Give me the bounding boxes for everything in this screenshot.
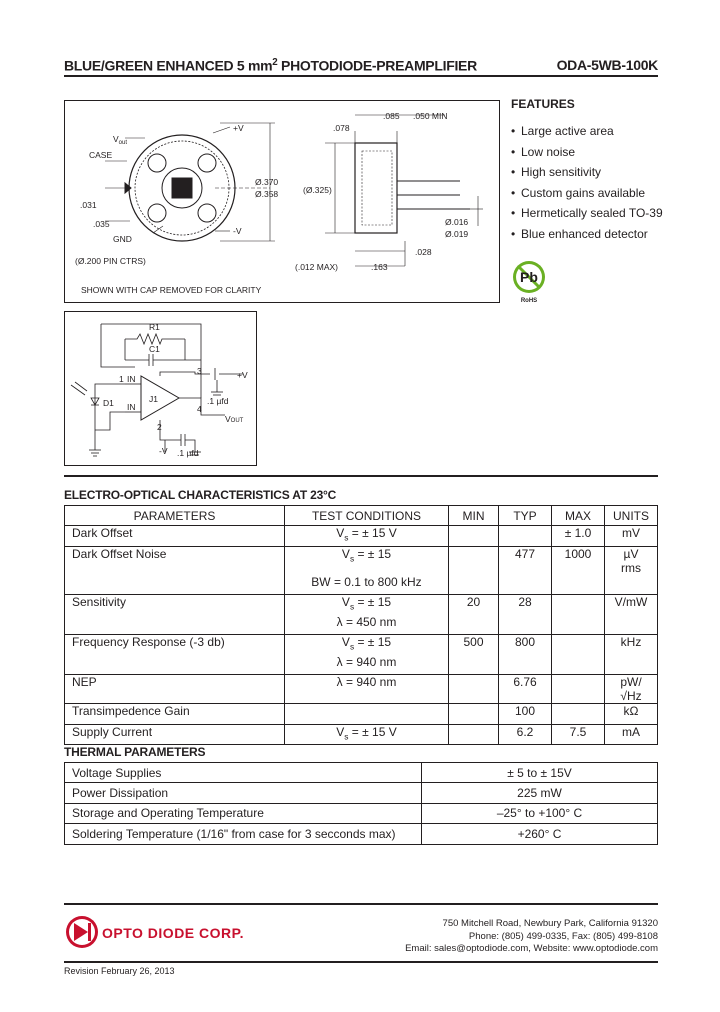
dim-016: Ø.016: [445, 217, 469, 227]
schem-r1: R1: [149, 322, 160, 332]
schem-in-bot: IN: [127, 402, 136, 412]
dim-050-min: .050 MIN: [413, 111, 448, 121]
cell-cond: $V_s$ = ± 15: [285, 546, 449, 575]
col-header: PARAMETERS: [65, 506, 285, 526]
schem-vout: VOUT: [225, 414, 244, 424]
cell-param: Transimpedence Gain: [65, 704, 285, 725]
footer-rule-top: [64, 903, 658, 905]
table-row: [65, 575, 658, 595]
cell-typ: 477: [499, 546, 552, 575]
cell-typ: 6.2: [499, 724, 552, 745]
cell-param: NEP: [65, 675, 285, 704]
col-header: UNITS: [605, 506, 658, 526]
cell-typ: [499, 526, 552, 547]
cell-cond: $V_s$ = ± 15 V: [285, 724, 449, 745]
cell-units: mA: [605, 724, 658, 745]
cell-value: –25° to +100° C: [422, 803, 658, 823]
label-gnd: GND: [113, 234, 132, 244]
datasheet-title: BLUE/GREEN ENHANCED 5 $mm^2$ PHOTODIODE-PREAMPLIFIER: [64, 57, 477, 74]
schem-c1: C1: [149, 344, 160, 354]
dim-078: .078: [333, 123, 350, 133]
cell-param: Storage and Operating Temperature: [65, 803, 422, 823]
feature-item: • Low noise: [511, 142, 663, 163]
cell-cond: λ = 940 nm: [285, 675, 449, 704]
label-case: CASE: [89, 150, 113, 160]
feature-item: • Hermetically sealed TO-39: [511, 203, 663, 224]
cell-cond: [285, 704, 449, 725]
label-pin-ctrs: (Ø.200 PIN CTRS): [75, 256, 146, 266]
table-row: [65, 615, 658, 635]
table-row: [65, 763, 658, 783]
dim-019: Ø.019: [445, 229, 469, 239]
schem-d1: D1: [103, 398, 114, 408]
cell-param: Power Dissipation: [65, 783, 422, 803]
dim-028: .028: [415, 247, 432, 257]
table-row: [65, 526, 658, 547]
cell-param: Dark Offset Noise: [65, 546, 285, 575]
cell-min: [449, 724, 499, 745]
cell-cond2: BW = 0.1 to 800 kHz: [285, 575, 449, 595]
company-name: OPTO DIODE CORP.: [102, 925, 245, 941]
col-header: TYP: [499, 506, 552, 526]
cell-cond2: λ = 450 nm: [285, 615, 449, 635]
schematic-box: [64, 311, 257, 466]
table-row: [65, 724, 658, 745]
label-plus-v: +V: [233, 123, 244, 133]
cell-param: Dark Offset: [65, 526, 285, 547]
table-row: [65, 546, 658, 575]
cell-typ: 6.76: [499, 675, 552, 704]
schem-pin1: 1: [119, 374, 124, 384]
cell-units: kΩ: [605, 704, 658, 725]
schem-pin3: 3: [197, 366, 202, 376]
cell-units: pW/√Hz: [605, 675, 658, 704]
feature-item: • Custom gains available: [511, 183, 663, 204]
cell-min: 20: [449, 595, 499, 615]
cell-min: 500: [449, 635, 499, 655]
cell-min: [449, 546, 499, 575]
phone-line: Phone: (805) 499-0335, Fax: (805) 499-8108: [468, 930, 658, 942]
contact-line: Email: sales@optodiode.com, Website: www.optodiode.com: [405, 943, 658, 954]
schem-pin2: 2: [157, 422, 162, 432]
electro-optical-table: [64, 505, 658, 745]
rohs-label: RoHS: [520, 298, 538, 304]
table-row: [65, 635, 658, 655]
feature-item: • Large active area: [511, 121, 663, 142]
table-row: [65, 704, 658, 725]
rohs-logo: [509, 258, 549, 306]
cell-param: Frequency Response (-3 db): [65, 635, 285, 655]
schem-j1: J1: [149, 394, 158, 404]
cell-units: V/mW: [605, 595, 658, 615]
table-row: [65, 803, 658, 823]
cell-units: mV: [622, 526, 640, 540]
cell-param: Voltage Supplies: [65, 763, 422, 783]
cell-cond: $V_s$ = ± 15 V: [285, 526, 449, 547]
label-vout: $V_{out}$: [113, 134, 128, 146]
cell-param: Sensitivity: [65, 595, 285, 615]
dim-085: .085: [383, 111, 400, 121]
part-number: ODA-5WB-100K: [556, 57, 658, 73]
schem-plus-v: +V: [237, 370, 248, 380]
table-row: [65, 824, 658, 844]
dim-370: Ø.370: [255, 177, 279, 187]
address-line: 750 Mitchell Road, Newbury Park, California 91320: [442, 918, 658, 929]
features-list: [511, 121, 663, 244]
opto-diode-logo-icon: [64, 914, 100, 950]
schematic-diagram: [65, 312, 256, 465]
col-header: MIN: [449, 506, 499, 526]
cell-value: 225 mW: [422, 783, 658, 803]
cell-cond2: λ = 940 nm: [285, 655, 449, 675]
cell-typ: 28: [499, 595, 552, 615]
header-rule: [64, 75, 658, 77]
cell-cond: $V_s$ = ± 15: [285, 635, 449, 655]
schem-minus-v: -V: [159, 446, 168, 456]
thermal-title: THERMAL PARAMETERS: [64, 745, 206, 759]
feature-item: • Blue enhanced detector: [511, 224, 663, 245]
cell-min: [449, 704, 499, 725]
cell-value: +260° C: [517, 826, 562, 841]
cell-cond: $V_s$ = ± 15: [285, 595, 449, 615]
dim-012-max: (.012 MAX): [295, 262, 338, 272]
cell-typ: 100: [499, 704, 552, 725]
mechanical-drawing: [64, 100, 500, 303]
drawing-caption: SHOWN WITH CAP REMOVED FOR CLARITY: [81, 285, 262, 295]
thermal-table: [64, 762, 658, 845]
schem-pin4: 4: [197, 404, 202, 414]
features-title: FEATURES: [511, 97, 575, 111]
cell-min: [449, 675, 499, 704]
dim-031: .031: [80, 200, 97, 210]
col-header: TEST CONDITIONS: [285, 506, 449, 526]
cell-max: [552, 595, 605, 615]
cell-typ: 800: [499, 635, 552, 655]
cell-units: kHz: [605, 635, 658, 655]
footer-address: [405, 918, 658, 956]
package-side-view: [325, 115, 483, 266]
table-row: [65, 675, 658, 704]
table-row: [65, 783, 658, 803]
cell-max: 1000: [552, 546, 605, 575]
schem-cap-top: .1 µfd: [207, 396, 229, 406]
to39-package-drawing: [65, 101, 499, 302]
cell-max: [552, 675, 605, 704]
cell-max: [552, 704, 605, 725]
cell-units: µV rms: [605, 546, 658, 575]
electro-optical-title: ELECTRO-OPTICAL CHARACTERISTICS AT 23°C: [64, 488, 337, 502]
section-rule: [64, 475, 658, 477]
revision-date: Revision February 26, 2013: [64, 966, 175, 976]
table-header-row: [65, 506, 658, 526]
rohs-symbol: Pb: [520, 269, 538, 285]
dim-163: .163: [371, 262, 388, 272]
cell-value: ± 5 to ± 15V: [422, 763, 658, 783]
cell-min: [449, 526, 499, 547]
footer-rule-bottom: [64, 961, 658, 963]
cell-max: [552, 635, 605, 655]
feature-item: • High sensitivity: [511, 162, 663, 183]
cell-param: Supply Current: [65, 724, 285, 745]
table-row: [65, 655, 658, 675]
table-row: [65, 595, 658, 615]
package-front-view: [105, 123, 275, 241]
col-header: MAX: [552, 506, 605, 526]
label-minus-v: -V: [233, 226, 242, 236]
cell-param: Soldering Temperature (1/16" from case for 3 secconds max): [65, 824, 422, 844]
schem-cap-bot: .1 µfd: [177, 448, 199, 458]
cell-max: ± 1.0: [552, 526, 605, 547]
dim-325: (Ø.325): [303, 185, 332, 195]
dim-358: Ø.358: [255, 189, 279, 199]
cell-max: 7.5: [552, 724, 605, 745]
schem-in-top: IN: [127, 374, 136, 384]
dim-035: .035: [93, 219, 110, 229]
logo-bar: [88, 923, 91, 941]
